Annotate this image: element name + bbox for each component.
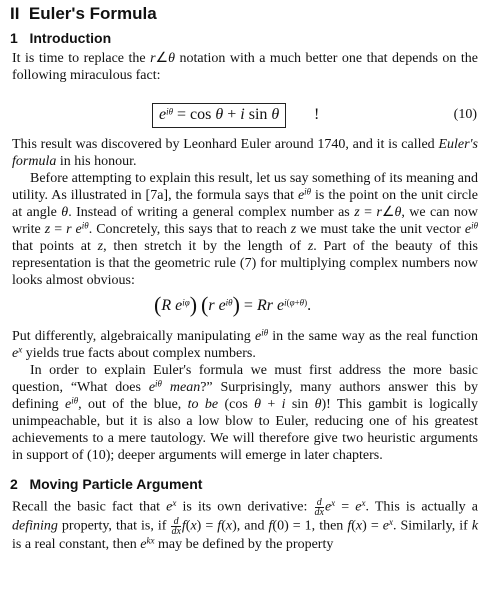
part-heading	[10, 4, 157, 24]
section-title: Moving Particle Argument	[29, 476, 203, 492]
exclamation-mark: !	[314, 106, 320, 123]
section-title: Introduction	[29, 30, 112, 46]
section-number: 2	[10, 476, 18, 492]
euler-formula-box: $e^{i\theta} = \cos \theta + i$ sin θ	[152, 103, 286, 128]
equation-number: (10)	[453, 107, 477, 122]
body-paragraphs-2: Put differently, algebraically manipulating $e^{i\theta}$ in the same way as the real function $e^x$ yields true facts about complex numbers. In order to explain Euler's formula we must first address the more basic question, “What does $e^{i\theta}$ mean?” Surprisingly, many authors answer this by defining $e^{i\theta}$, out of the blue, to be (cos θ + i sin θ)! This gambit is logically unimpeachable, but it is also a low blow to Euler, reducing one of his greatest achievements to a mere tautology. We will therefore give two heuristic arguments in support of (10); deeper arguments will emerge in later chapters.	[12, 327, 479, 463]
moving-particle-paragraph: Recall the basic fact that $e^x$ is its own derivative: $\frac{d}{dx}$ $e^x = e^x$. This is actually a defining property, that is, if $\frac{d}{dx}$ f(x) = f(x), and f(0) = 1, then $f(x) = e^x$. Similarly, if k is a real constant, then $e^{kx}$ may be defined by the property	[12, 497, 479, 552]
section-heading-moving-particle	[10, 476, 202, 492]
part-number: II	[10, 4, 20, 23]
section-heading-introduction	[10, 30, 111, 46]
intro-paragraph: It is time to replace the r∠θ notation with a much better one that depends on the following miraculous fact:	[12, 51, 478, 83]
product-equation: (R $e^{i\varphi}$) (r $e^{i\theta}) = Rr$ $e^{i(\varphi+\theta)}$.	[154, 292, 312, 317]
body-paragraphs: This result was discovered by Leonhard Euler around 1740, and it is called Euler's formula in his honour. Before attempting to explain this result, let us say something of its meaning and utility. As illustrated in [7a], the formula says that $e^{i\theta}$ is the point on the unit circle at angle θ. Instead of writing a general complex number as z = r∠θ, we can now write z = r $e^{i\theta}$. Concretely, this says that to reach z we must take the unit vector $e^{i\theta}$ that points at z, then stretch it by the length of z. Part of the beauty of this representation is that the geometric rule (7) for multiplying complex numbers now looks almost obvious:	[12, 137, 479, 288]
part-title: Euler's Formula	[28, 4, 157, 23]
section-number: 1	[10, 30, 18, 46]
